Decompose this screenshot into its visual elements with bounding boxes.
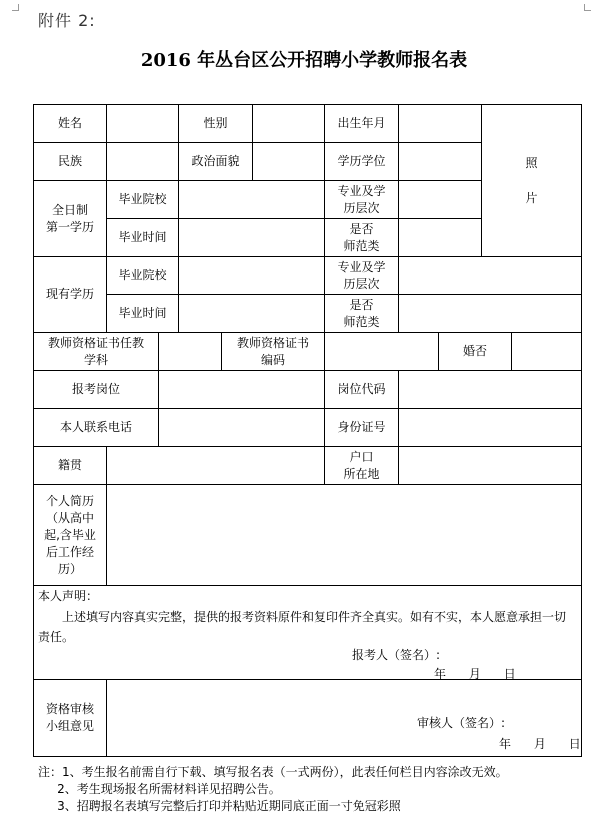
gender-value-cell[interactable] (253, 105, 325, 143)
marital-label: 婚否 (439, 333, 512, 371)
form-notes (38, 764, 508, 815)
fulltime-edu-label (34, 181, 107, 257)
current-major-label-line1: 专业及学 (337, 259, 386, 274)
margin-corner-mark-left (12, 4, 19, 11)
review-label (34, 680, 107, 757)
position-code-value-cell[interactable] (399, 371, 582, 409)
current-school-value-cell[interactable] (179, 257, 325, 295)
note-2: 2、考生现场报名所需材料详见招聘公告。 (38, 782, 281, 796)
cert-subject-label (34, 333, 159, 371)
cert-number-label-line2: 编码 (261, 352, 286, 367)
hukou-label (325, 447, 399, 485)
hukou-label-line2: 所在地 (343, 466, 380, 481)
declaration-cell (34, 586, 582, 680)
current-normal-label-line1: 是否 (349, 297, 374, 312)
resume-label (34, 485, 107, 586)
review-value-cell[interactable] (107, 680, 582, 757)
degree-label: 学历学位 (325, 143, 399, 181)
position-label: 报考岗位 (34, 371, 159, 409)
review-label-line2: 小组意见 (45, 719, 94, 733)
current-school-label: 毕业院校 (107, 257, 179, 295)
fulltime-normal-label (325, 219, 399, 257)
current-major-label (325, 257, 399, 295)
fulltime-normal-label-line2: 师范类 (343, 238, 380, 253)
position-value-cell[interactable] (159, 371, 325, 409)
registration-form-table (33, 104, 582, 757)
name-label: 姓名 (34, 105, 107, 143)
resume-label-line5: 历） (57, 561, 82, 576)
cert-subject-label-line2: 学科 (83, 352, 108, 367)
current-major-value-cell[interactable] (399, 257, 582, 295)
fulltime-major-label-line1: 专业及学 (337, 183, 386, 198)
fulltime-edu-label-line2: 第一学历 (45, 219, 94, 234)
resume-label-line2: （从高中 (45, 510, 94, 525)
phone-label: 本人联系电话 (34, 409, 159, 447)
cert-subject-label-line1: 教师资格证书任教 (47, 335, 144, 350)
note-1: 注：1、考生报名前需自行下载、填写报名表（一式两份），此表任何栏目内容涂改无效。 (38, 765, 508, 779)
declaration-heading: 本人声明： (38, 589, 99, 603)
fulltime-school-label: 毕业院校 (107, 181, 179, 219)
reviewer-signature-label: 审核人（签名）: (417, 716, 506, 730)
name-value-cell[interactable] (107, 105, 179, 143)
native-place-value-cell[interactable] (107, 447, 325, 485)
cert-number-label-line1: 教师资格证书 (237, 335, 310, 350)
current-major-label-line2: 历层次 (343, 276, 380, 291)
resume-label-line4: 后工作经 (45, 544, 94, 559)
gender-label: 性别 (179, 105, 253, 143)
ethnicity-value-cell[interactable] (107, 143, 179, 181)
review-label-line1: 资格审核 (45, 702, 94, 716)
id-number-label: 身份证号 (325, 409, 399, 447)
margin-corner-mark-right (584, 4, 591, 11)
birth-value-cell[interactable] (399, 105, 482, 143)
fulltime-major-label-line2: 历层次 (343, 200, 380, 215)
marital-value-cell[interactable] (512, 333, 582, 371)
id-number-value-cell[interactable] (399, 409, 582, 447)
fulltime-major-value-cell[interactable] (399, 181, 482, 219)
photo-label-top: 照 (525, 155, 538, 170)
hukou-value-cell[interactable] (399, 447, 582, 485)
politics-value-cell[interactable] (253, 143, 325, 181)
resume-value-cell[interactable] (107, 485, 582, 586)
fulltime-gradtime-value-cell[interactable] (179, 219, 325, 257)
attachment-label: 附件 2: (38, 11, 96, 30)
hukou-label-line1: 户口 (349, 449, 374, 464)
position-code-label: 岗位代码 (325, 371, 399, 409)
photo-label-bottom: 片 (525, 190, 538, 205)
applicant-signature-label: 报考人（签名）: (352, 648, 441, 662)
native-place-label: 籍贯 (34, 447, 107, 485)
resume-label-line1: 个人简历 (45, 493, 94, 508)
fulltime-normal-label-line1: 是否 (349, 221, 374, 236)
form-title: 2016 年丛台区公开招聘小学教师报名表 (140, 50, 468, 71)
current-normal-value-cell[interactable] (399, 295, 582, 333)
note-3: 3、招聘报名表填写完整后打印并粘贴近期同底正面一寸免冠彩照 (38, 799, 401, 813)
fulltime-major-label (325, 181, 399, 219)
cert-number-label (222, 333, 325, 371)
current-gradtime-label: 毕业时间 (107, 295, 179, 333)
current-normal-label (325, 295, 399, 333)
applicant-sign-date: 年 月 日 (434, 667, 516, 680)
fulltime-normal-value-cell[interactable] (399, 219, 482, 257)
politics-label: 政治面貌 (179, 143, 253, 181)
declaration-text: 上述填写内容真实完整，提供的报考资料原件和复印件齐全真实。如有不实，本人愿意承担一切责任。 (38, 610, 567, 644)
resume-label-line3: 起,含毕业 (44, 527, 96, 542)
reviewer-sign-date: 年 月 日 (499, 737, 581, 751)
phone-value-cell[interactable] (159, 409, 325, 447)
fulltime-edu-label-line1: 全日制 (51, 202, 88, 217)
ethnicity-label: 民族 (34, 143, 107, 181)
fulltime-school-value-cell[interactable] (179, 181, 325, 219)
fulltime-gradtime-label: 毕业时间 (107, 219, 179, 257)
cert-subject-value-cell[interactable] (159, 333, 222, 371)
current-gradtime-value-cell[interactable] (179, 295, 325, 333)
birth-label: 出生年月 (325, 105, 399, 143)
cert-number-value-cell[interactable] (325, 333, 439, 371)
photo-area[interactable] (482, 105, 582, 257)
current-edu-label: 现有学历 (34, 257, 107, 333)
current-normal-label-line2: 师范类 (343, 314, 380, 329)
degree-value-cell[interactable] (399, 143, 482, 181)
